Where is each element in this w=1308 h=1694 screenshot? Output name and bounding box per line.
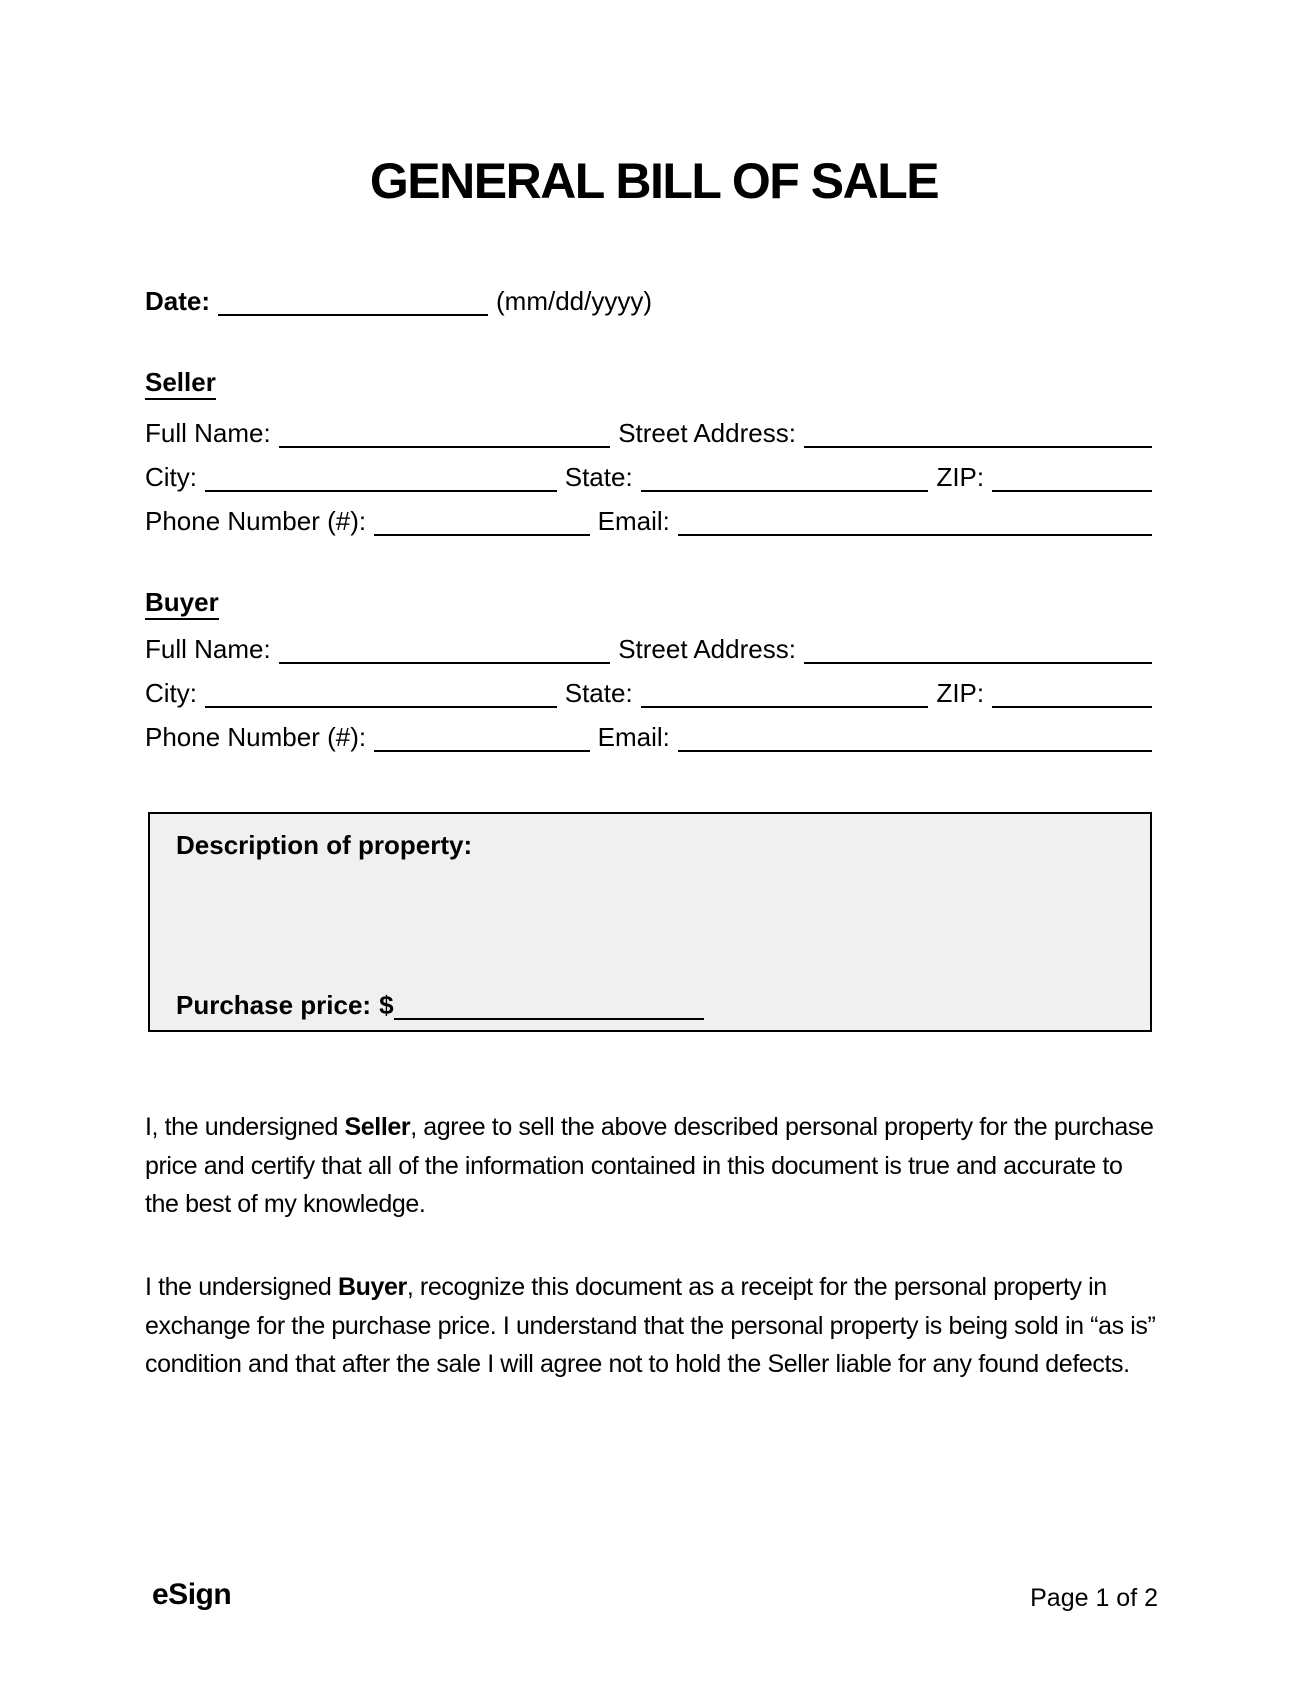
date-row bbox=[145, 284, 652, 316]
purchase-price-row bbox=[176, 988, 704, 1020]
buyer-phone-blank[interactable] bbox=[374, 720, 590, 752]
buyer-email-blank[interactable] bbox=[678, 720, 1152, 752]
purchase-price-blank[interactable] bbox=[394, 988, 704, 1020]
property-description-box bbox=[148, 812, 1152, 1032]
page-title: GENERAL BILL OF SALE bbox=[369, 153, 939, 209]
page-number: Page 1 of 2 bbox=[1030, 1584, 1158, 1612]
buyer-zip-label: ZIP: bbox=[936, 678, 985, 708]
buyer-street-address-blank[interactable] bbox=[804, 632, 1152, 664]
buyer-phone-email-row bbox=[145, 720, 1152, 752]
seller-clause-text-post: , agree to sell the above described personal property for the purchase price and certify that all of the information contained in this document is true and accurate to the best of my knowledge. bbox=[145, 1113, 1154, 1218]
date-label: Date: bbox=[145, 286, 211, 316]
seller-section-heading: Seller bbox=[145, 368, 216, 400]
seller-street-address-label: Street Address: bbox=[618, 418, 796, 448]
buyer-state-blank[interactable] bbox=[641, 676, 929, 708]
buyer-name-address-row bbox=[145, 632, 1152, 664]
seller-full-name-label: Full Name: bbox=[145, 418, 271, 448]
seller-city-label: City: bbox=[145, 462, 197, 492]
buyer-clause-text-post: , recognize this document as a receipt for the personal property in exchange for the purchase price. I understand that the personal property is being sold in “as is” condition and that after the sale I will agree not to hold the Seller liable for any found defects. bbox=[145, 1273, 1156, 1378]
seller-zip-label: ZIP: bbox=[936, 462, 985, 492]
seller-fields bbox=[145, 416, 1152, 548]
seller-email-label: Email: bbox=[597, 506, 670, 536]
seller-email-blank[interactable] bbox=[678, 504, 1152, 536]
seller-phone-email-row bbox=[145, 504, 1152, 536]
buyer-full-name-blank[interactable] bbox=[279, 632, 610, 664]
buyer-zip-blank[interactable] bbox=[992, 676, 1152, 708]
date-blank[interactable] bbox=[218, 284, 488, 316]
seller-zip-blank[interactable] bbox=[992, 460, 1152, 492]
seller-state-label: State: bbox=[564, 462, 633, 492]
seller-phone-label: Phone Number (#): bbox=[145, 506, 367, 536]
seller-state-blank[interactable] bbox=[641, 460, 929, 492]
property-description-label: Description of property: bbox=[176, 830, 473, 860]
buyer-full-name-label: Full Name: bbox=[145, 634, 271, 664]
esign-logo: eSign bbox=[152, 1578, 232, 1611]
seller-name-address-row bbox=[145, 416, 1152, 448]
seller-clause-text-pre: I, the undersigned bbox=[145, 1113, 345, 1141]
buyer-city-label: City: bbox=[145, 678, 197, 708]
date-format-hint: (mm/dd/yyyy) bbox=[496, 286, 653, 316]
seller-clause-bold-word: Seller bbox=[344, 1113, 411, 1141]
property-description-input-area[interactable] bbox=[176, 872, 1124, 964]
purchase-price-label: Purchase price: bbox=[176, 990, 372, 1020]
seller-street-address-blank[interactable] bbox=[804, 416, 1152, 448]
buyer-clause-text-pre: I the undersigned bbox=[145, 1273, 338, 1301]
buyer-clause-bold-word: Buyer bbox=[337, 1273, 407, 1301]
buyer-phone-label: Phone Number (#): bbox=[145, 722, 367, 752]
seller-full-name-blank[interactable] bbox=[279, 416, 610, 448]
buyer-city-state-zip-row bbox=[145, 676, 1152, 708]
buyer-fields bbox=[145, 632, 1152, 764]
buyer-clause-paragraph bbox=[145, 1268, 1160, 1384]
buyer-section-heading: Buyer bbox=[145, 588, 219, 620]
currency-symbol: $ bbox=[379, 990, 394, 1020]
buyer-city-blank[interactable] bbox=[205, 676, 557, 708]
seller-phone-blank[interactable] bbox=[374, 504, 590, 536]
seller-clause-paragraph bbox=[145, 1108, 1160, 1224]
buyer-street-address-label: Street Address: bbox=[618, 634, 796, 664]
buyer-state-label: State: bbox=[564, 678, 633, 708]
buyer-email-label: Email: bbox=[597, 722, 670, 752]
seller-city-blank[interactable] bbox=[205, 460, 557, 492]
seller-city-state-zip-row bbox=[145, 460, 1152, 492]
